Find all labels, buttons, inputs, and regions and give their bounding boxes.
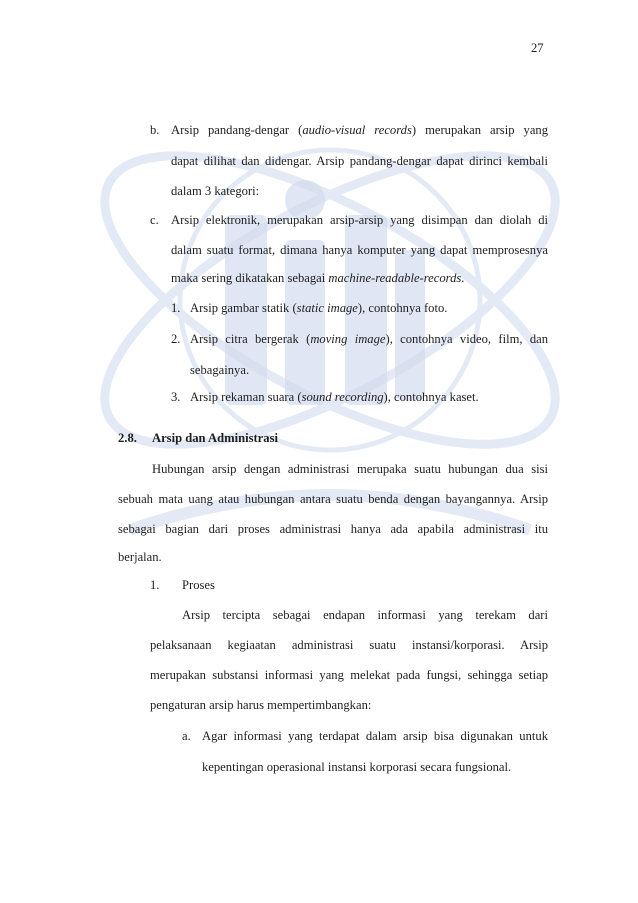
sub-item-1-line-1: Arsip gambar statik (static image), contohnya foto. — [190, 301, 448, 315]
list-marker-c: c. — [150, 213, 159, 227]
item-1-marker: 1. — [150, 578, 160, 592]
sub-marker-2: 2. — [171, 332, 181, 346]
item-1-line-1: Arsip tercipta sebagai endapan informasi yang terekam dari — [182, 608, 548, 622]
list-b-line-2: dapat dilihat dan didengar. Arsip pandang-dengar dapat dirinci kembali — [171, 154, 548, 168]
sub-item-2-line-2: sebagainya. — [190, 363, 250, 377]
sub-marker-3: 3. — [171, 390, 181, 404]
list-c-line-1: Arsip elektronik, merupakan arsip-arsip yang disimpan dan diolah di — [171, 213, 548, 227]
section-number: 2.8. — [118, 431, 137, 445]
sub-a-line-1: Agar informasi yang terdapat dalam arsip bisa digunakan untuk — [202, 729, 548, 743]
sub-marker-a: a. — [182, 729, 191, 743]
list-marker-b: b. — [150, 123, 160, 137]
paragraph-line-2: sebuah mata uang atau hubungan antara suatu benda dengan bayangannya. Arsip — [118, 492, 548, 506]
item-1-line-4: pengaturan arsip harus mempertimbangkan: — [150, 698, 372, 712]
paragraph-line-1: Hubungan arsip dengan administrasi merupaka suatu hubungan dua sisi — [152, 462, 548, 476]
item-1-line-3: merupakan substansi informasi yang melekat pada fungsi, sehingga setiap — [150, 668, 548, 682]
item-1-title: Proses — [182, 578, 215, 592]
list-b-line-1: Arsip pandang-dengar (audio-visual records) merupakan arsip yang — [171, 123, 548, 137]
page-number: 27 — [531, 41, 544, 55]
section-title: Arsip dan Administrasi — [152, 431, 278, 445]
paragraph-line-4: berjalan. — [118, 550, 162, 564]
list-c-line-3: maka sering dikatakan sebagai machine-readable-records. — [171, 271, 465, 285]
sub-a-line-2: kepentingan operasional instansi korporasi secara fungsional. — [202, 760, 512, 774]
paragraph-line-3: sebagai bagian dari proses administrasi hanya ada apabila administrasi itu — [118, 522, 548, 536]
sub-item-3-line-1: Arsip rekaman suara (sound recording), contohnya kaset. — [190, 390, 479, 404]
list-b-line-3: dalam 3 kategori: — [171, 184, 260, 198]
sub-marker-1: 1. — [171, 301, 181, 315]
item-1-line-2: pelaksanaan kegiaatan administrasi suatu instansi/korporasi. Arsip — [150, 638, 548, 652]
sub-item-2-line-1: Arsip citra bergerak (moving image), contohnya video, film, dan — [190, 332, 549, 346]
list-c-line-2: dalam suatu format, dimana hanya komputer yang dapat memprosesnya — [171, 243, 548, 257]
